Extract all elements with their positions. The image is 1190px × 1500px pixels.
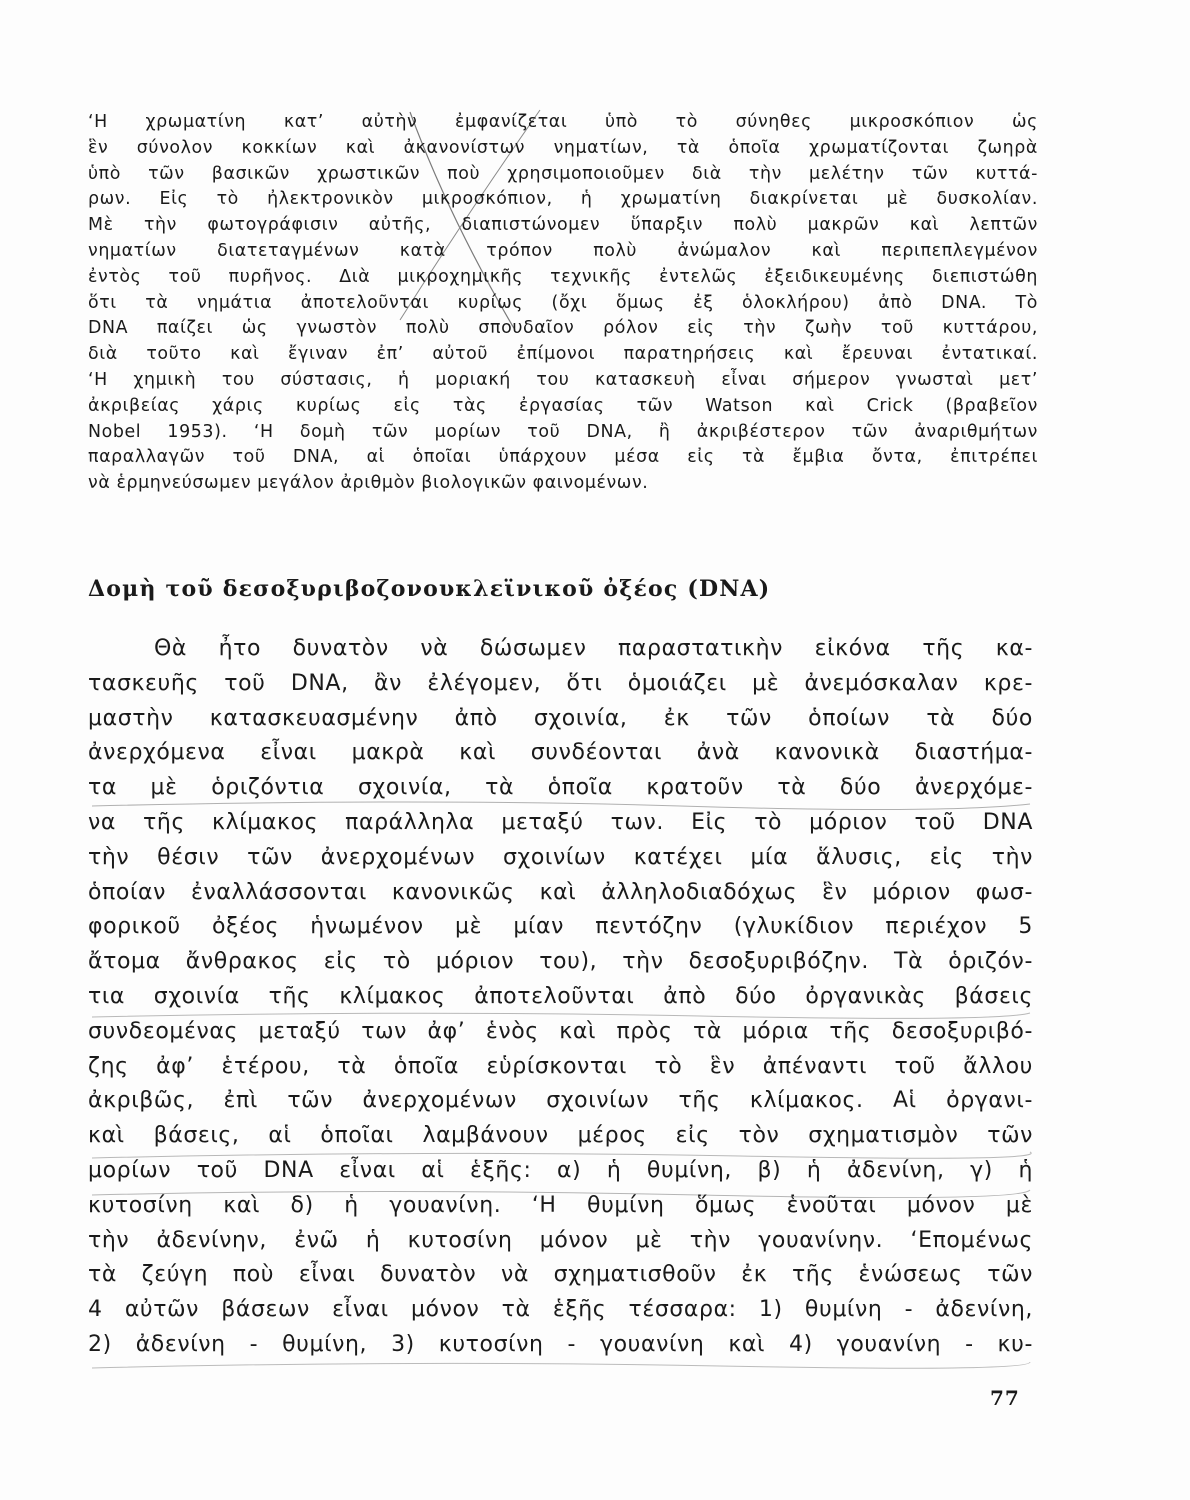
text-line: μαστὴν κατασκευασμένην ἀπὸ σχοινία, ἐκ τῶν ὁποίων τὰ δύο [88, 705, 1033, 731]
text-line: καὶ βάσεις, αἱ ὁποῖαι λαμβάνουν μέρος εἰς τὸν σχηματισμὸν τῶν [88, 1123, 1033, 1149]
dna-structure-paragraph [88, 632, 1033, 1363]
text-line: φορικοῦ ὀξέος ἡνωμένον μὲ μίαν πεντόζην (γλυκίδιον περιέχον 5 [88, 914, 1033, 940]
text-line: να τῆς κλίμακος παράλληλα μεταξύ των. Εἰς τὸ μόριον τοῦ DNA [88, 809, 1033, 835]
intro-paragraph [88, 110, 1038, 497]
text-line: ἀκριβείας χάρις κυρίως εἰς τὰς ἐργασίας τῶν Watson καὶ Crick (βραβεῖον [88, 395, 1038, 416]
text-line: παραλλαγῶν τοῦ DNA, αἱ ὁποῖαι ὑπάρχουν μέσα εἰς τὰ ἔμβια ὄντα, ἐπιτρέπει [88, 447, 1038, 468]
text-line: 4 αὐτῶν βάσεων εἶναι μόνον τὰ ἑξῆς τέσσαρα: 1) θυμίνη - ἀδενίνη, [88, 1297, 1033, 1323]
section-heading: Δομὴ τοῦ δεσοξυριβοζονουκλεϊνικοῦ ὀξέος (DNA) [88, 576, 771, 602]
text-line: τασκευῆς τοῦ DNA, ἂν ἐλέγομεν, ὅτι ὁμοιάζει μὲ ἀνεμόσκαλαν κρε- [88, 670, 1033, 696]
text-line: 2) ἀδενίνη - θυμίνη, 3) κυτοσίνη - γουανίνη καὶ 4) γουανίνη - κυ- [88, 1331, 1033, 1357]
text-line: κυτοσίνη καὶ δ) ἡ γουανίνη. ‘Η θυμίνη ὅμως ἑνοῦται μόνον μὲ [88, 1192, 1033, 1218]
text-line: διὰ τοῦτο καὶ ἔγιναν ἐπ’ αὐτοῦ ἐπίμονοι παρατηρήσεις καὶ ἔρευναι ἐντατικαί. [88, 344, 1038, 365]
text-line: ρων. Εἰς τὸ ἠλεκτρονικὸν μικροσκόπιον, ἡ χρωματίνη διακρίνεται μὲ δυσκολίαν. [88, 189, 1038, 210]
text-line: συνδεομένας μεταξύ των ἀφ’ ἑνὸς καὶ πρὸς τὰ μόρια τῆς δεσοξυριβό- [88, 1018, 1033, 1044]
text-line: DNA παίζει ὡς γνωστὸν πολὺ σπουδαῖον ρόλον εἰς τὴν ζωὴν τοῦ κυττάρου, [88, 318, 1038, 339]
text-line: ‘Η χημικὴ του σύστασις, ἡ μοριακή του κατασκευὴ εἶναι σήμερον γνωσταὶ μετ’ [88, 369, 1038, 390]
text-line: τὴν θέσιν τῶν ἀνερχομένων σχοινίων κατέχει μία ἅλυσις, εἰς τὴν [88, 844, 1033, 870]
text-line: ἀκριβῶς, ἐπὶ τῶν ἀνερχομένων σχοινίων τῆς κλίμακος. Αἱ ὀργανι- [88, 1088, 1033, 1114]
page-number: 77 [990, 1386, 1020, 1410]
text-line: Nobel 1953). ‘Η δομὴ τῶν μορίων τοῦ DNA, ἢ ἀκριβέστερον τῶν ἀναριθμήτων [88, 421, 1038, 442]
text-line: τὴν ἀδενίνην, ἐνῶ ἡ κυτοσίνη μόνον μὲ τὴν γουανίνην. ‘Επομένως [88, 1227, 1033, 1253]
pencil-underline [92, 1362, 1030, 1368]
text-line: τια σχοινία τῆς κλίμακος ἀποτελοῦνται ἀπὸ δύο ὀργανικὰς βάσεις [88, 983, 1033, 1009]
text-line: ἓν σύνολον κοκκίων καὶ ἀκανονίστων νηματίων, τὰ ὁποῖα χρωματίζονται ζωηρὰ [88, 137, 1038, 158]
text-line: νὰ ἑρμηνεύσωμεν μεγάλον ἀριθμὸν βιολογικῶν φαινομένων. [88, 473, 649, 494]
text-line: τὰ ζεύγη ποὺ εἶναι δυνατὸν νὰ σχηματισθοῦν ἐκ τῆς ἑνώσεως τῶν [88, 1262, 1033, 1288]
text-line: ‘Η χρωματίνη κατ’ αὐτὴν ἐμφανίζεται ὑπὸ τὸ σύνηθες μικροσκόπιον ὡς [88, 112, 1038, 132]
text-line: ὅτι τὰ νημάτια ἀποτελοῦνται κυρίως (ὄχι ὅμως ἐξ ὁλοκλήρου) ἀπὸ DNA. Τὸ [88, 292, 1038, 313]
text-line: ζης ἀφ’ ἑτέρου, τὰ ὁποῖα εὑρίσκονται τὸ ἓν ἀπέναντι τοῦ ἄλλου [88, 1053, 1033, 1079]
text-line: ἀνερχόμενα εἶναι μακρὰ καὶ συνδέονται ἀνὰ κανονικὰ διαστήμα- [88, 740, 1033, 766]
text-line: Μὲ τὴν φωτογράφισιν αὐτῆς, διαπιστώνομεν ὕπαρξιν πολὺ μακρῶν καὶ λεπτῶν [88, 215, 1038, 236]
text-line: τα μὲ ὁριζόντια σχοινία, τὰ ὁποῖα κρατοῦν τὰ δύο ἀνερχόμε- [88, 775, 1033, 801]
text-line: ἐντὸς τοῦ πυρῆνος. Διὰ μικροχημικῆς τεχνικῆς ἐντελῶς ἐξειδικευμένης διεπιστώθη [88, 266, 1038, 287]
text-line: Θὰ ἦτο δυνατὸν νὰ δώσωμεν παραστατικὴν εἰκόνα τῆς κα- [154, 636, 1033, 661]
text-line: ὁποίαν ἐναλλάσσονται κανονικῶς καὶ ἀλληλοδιαδόχως ἓν μόριον φωσ- [88, 879, 1033, 905]
text-line: νηματίων διατεταγμένων κατὰ τρόπον πολὺ ἀνώμαλον καὶ περιπεπλεγμένον [88, 240, 1038, 261]
text-line: ὑπὸ τῶν βασικῶν χρωστικῶν ποὺ χρησιμοποιοῦμεν διὰ τὴν μελέτην τῶν κυττά- [88, 163, 1038, 184]
text-line: μορίων τοῦ DNA εἶναι αἱ ἑξῆς: α) ἡ θυμίνη, β) ἡ ἀδενίνη, γ) ἡ [88, 1157, 1033, 1183]
text-line: ἄτομα ἄνθρακος εἰς τὸ μόριον του), τὴν δεσοξυριβόζην. Τὰ ὁριζόν- [88, 949, 1033, 975]
